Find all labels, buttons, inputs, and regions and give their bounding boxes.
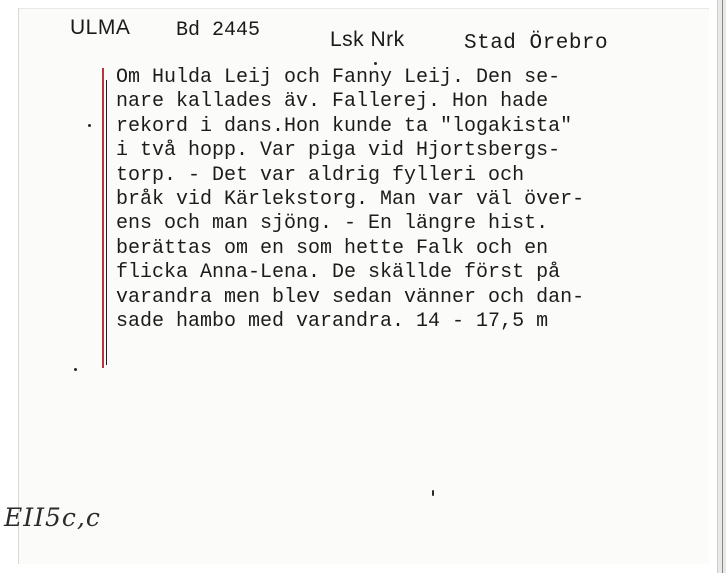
- card-edge: [717, 0, 726, 573]
- ink-dot: [374, 62, 377, 65]
- text-line: i två hopp. Var piga vid Hjortsbergs-: [116, 139, 561, 163]
- ink-dot: [74, 368, 77, 371]
- text-line: nare kallades äv. Fallerej. Hon hade: [116, 90, 549, 114]
- ink-dot: [88, 124, 91, 127]
- margin-rule-black: [106, 80, 107, 365]
- text-line: ens och man sjöng. - En längre hist.: [116, 212, 549, 236]
- record-number: Bd 2445: [176, 19, 261, 42]
- text-line: rekord i dans.Hon kunde ta "logakista": [116, 114, 573, 138]
- text-line: Om Hulda Leij och Fanny Leij. Den se-: [116, 66, 561, 89]
- text-line: torp. - Det var aldrig fylleri och: [116, 163, 525, 187]
- text-line: berättas om en som hette Falk och en: [116, 236, 549, 260]
- text-line: bråk vid Kärlekstorg. Man var väl över-: [116, 188, 585, 212]
- typed-record-text: [116, 66, 676, 334]
- location-label: Lsk Nrk: [330, 28, 405, 51]
- handwritten-classification: EII5c,c: [4, 503, 101, 532]
- ink-mark: [432, 490, 434, 496]
- text-line: varandra men blev sedan vänner och dan-: [116, 285, 585, 309]
- archive-label: ULMA: [70, 16, 131, 39]
- text-line: flicka Anna-Lena. De skällde först på: [116, 261, 561, 285]
- margin-rule-red: [102, 68, 104, 368]
- town-label: Stad Örebro: [464, 32, 609, 55]
- text-line: sade hambo med varandra. 14 - 17,5 m: [116, 310, 549, 334]
